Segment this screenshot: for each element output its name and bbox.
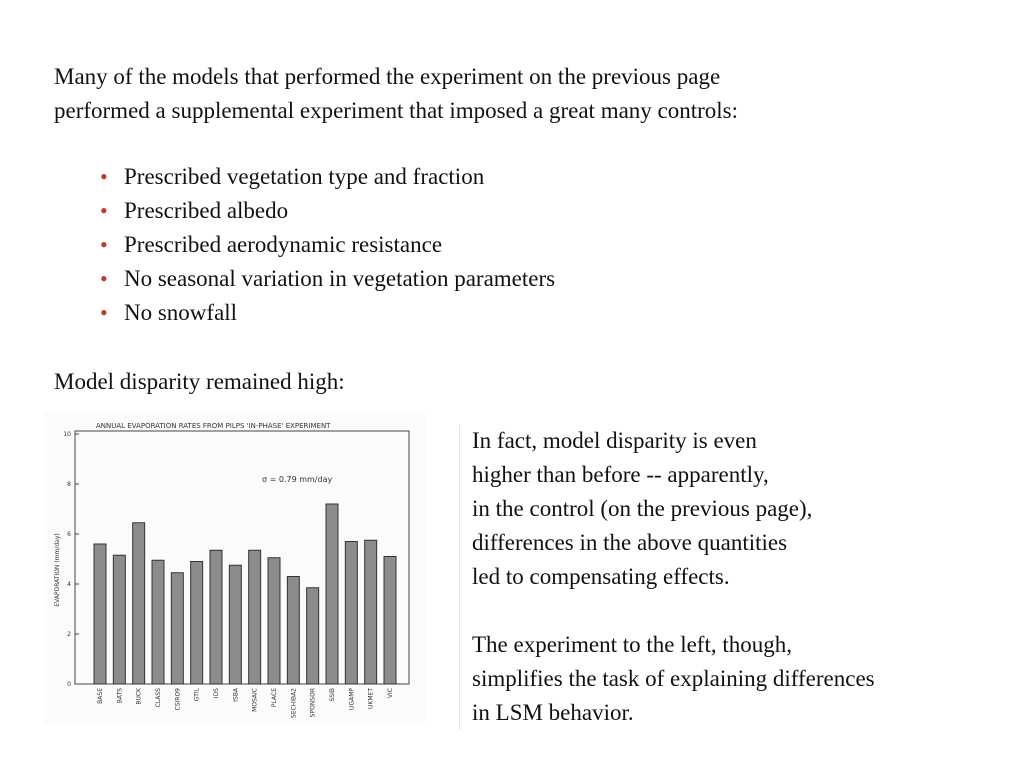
commentary: [472, 424, 992, 730]
x-tick-label: UGAMP: [348, 688, 356, 710]
y-axis-label: EVAPORATION (mm/day): [54, 533, 61, 607]
y-tick-label: 4: [67, 581, 71, 588]
y-tick-label: 8: [67, 481, 71, 488]
list-item-label: Prescribed albedo: [124, 198, 289, 223]
bullet-icon: •: [100, 198, 108, 223]
list-item: [100, 262, 555, 296]
x-tick-label: UKMET: [367, 688, 375, 709]
list-item-label: No snowfall: [124, 300, 238, 325]
paragraph-gap: [472, 594, 992, 628]
bullet-icon: •: [100, 300, 108, 325]
list-item: [100, 228, 555, 262]
bar-place: [268, 558, 280, 684]
x-tick-label: ISBA: [232, 688, 240, 702]
list-item-label: No seasonal variation in vegetation parameters: [124, 266, 556, 291]
bullet-icon: •: [100, 164, 108, 189]
x-tick-label: PLACE: [271, 688, 278, 708]
x-tick-label: BUCK: [135, 688, 143, 705]
bars: [94, 504, 396, 684]
x-tick-label: IDS: [213, 688, 220, 699]
bullet-icon: •: [100, 232, 108, 257]
bar-class: [152, 560, 164, 684]
list-item-label: Prescribed vegetation type and fraction: [124, 164, 485, 189]
list-item: [100, 160, 555, 194]
bar-ids: [210, 550, 222, 684]
bar-ssib: [326, 504, 338, 684]
intro-line-2: performed a supplemental experiment that imposed a great many controls:: [54, 98, 739, 123]
x-tick-label: SPONSOR: [309, 688, 317, 718]
bar-isba: [229, 565, 241, 684]
x-tick-label: CLASS: [155, 688, 162, 708]
column-divider: [459, 425, 460, 730]
list-item-label: Prescribed aerodynamic resistance: [124, 232, 443, 257]
bar-vic: [384, 557, 396, 685]
intro-line-1: Many of the models that performed the experiment on the previous page: [54, 64, 721, 89]
x-tick-label: SSIB: [329, 688, 336, 702]
commentary-line: in LSM behavior.: [472, 700, 634, 725]
bar-csiro9: [171, 573, 183, 684]
x-tick-label: GTIL: [193, 688, 201, 702]
bar-buck: [133, 523, 145, 684]
commentary-line: In fact, model disparity is even: [472, 428, 757, 453]
commentary-line: higher than before -- apparently,: [472, 462, 769, 487]
x-tick-label: SECHIBA2: [290, 688, 298, 719]
bar-ukmet: [365, 540, 377, 684]
intro-text: [54, 60, 954, 128]
x-tick-label: BATS: [116, 688, 124, 704]
x-tick-label: VIC: [387, 688, 394, 699]
controls-list: [100, 160, 555, 330]
list-item: [100, 296, 555, 330]
bar-gtil: [191, 562, 203, 685]
commentary-line: differences in the above quantities: [472, 530, 788, 555]
y-tick-label: 0: [67, 681, 71, 688]
evaporation-bar-chart: [44, 412, 426, 724]
bullet-icon: •: [100, 266, 108, 291]
chart-annotation: σ = 0.79 mm/day: [262, 475, 333, 484]
bar-sechiba2: [287, 577, 299, 685]
commentary-line: in the control (on the previous page),: [472, 496, 813, 521]
y-tick-label: 10: [63, 431, 71, 438]
list-item: [100, 194, 555, 228]
commentary-line: led to compensating effects.: [472, 564, 730, 589]
bar-mosaic: [249, 550, 261, 684]
x-tick-label: BASE: [97, 688, 104, 704]
chart-title: ANNUAL EVAPORATION RATES FROM PILPS 'IN-PHASE' EXPERIMENT: [96, 422, 331, 430]
bar-bats: [113, 555, 125, 684]
chart-canvas: [44, 412, 426, 724]
commentary-line: The experiment to the left, though,: [472, 632, 792, 657]
y-axis-ticks: [63, 431, 79, 688]
x-tick-label: MOSAIC: [251, 688, 259, 712]
bar-base: [94, 544, 106, 684]
y-tick-label: 6: [67, 531, 71, 538]
bar-sponsor: [307, 588, 319, 684]
summary-text: Model disparity remained high:: [54, 369, 345, 394]
x-axis-labels: [97, 687, 394, 718]
commentary-line: simplifies the task of explaining differences: [472, 666, 875, 691]
bar-ugamp: [345, 542, 357, 685]
x-tick-label: CSIRO9: [174, 688, 182, 711]
y-tick-label: 2: [67, 631, 71, 638]
